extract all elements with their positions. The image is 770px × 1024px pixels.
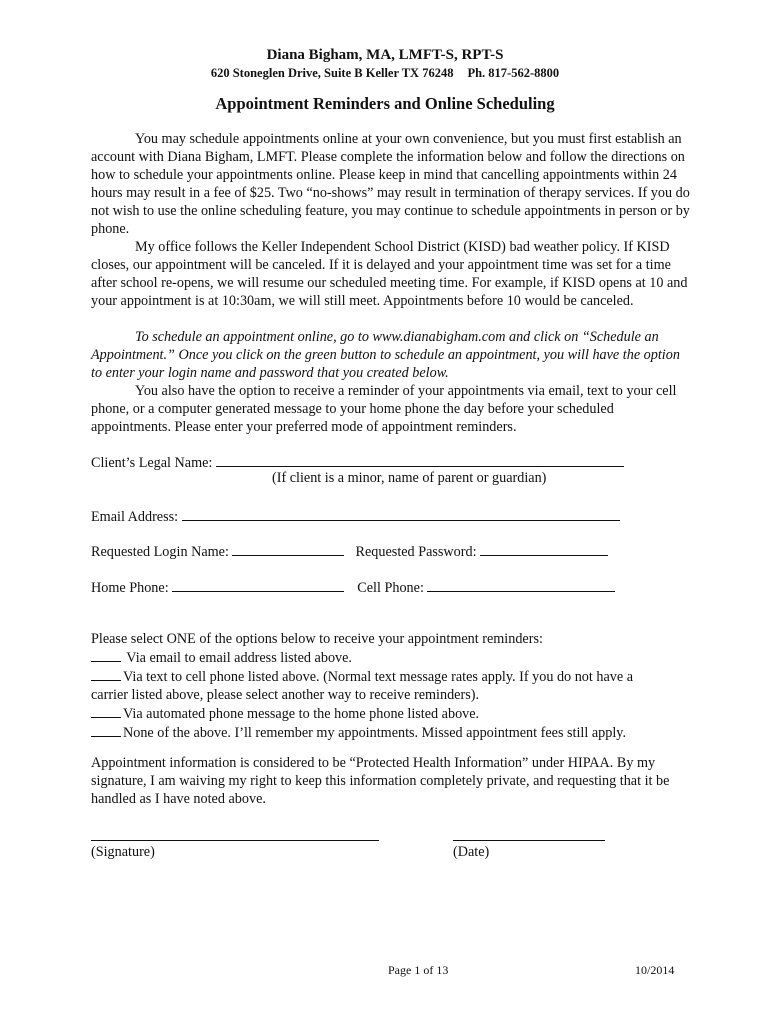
page-number: Page 1 of 13 [388, 963, 449, 977]
cell-phone-label: Cell Phone: [357, 580, 424, 596]
client-name-row [91, 452, 624, 472]
email-label: Email Address: [91, 509, 179, 525]
client-name-label: Client’s Legal Name: [91, 455, 213, 471]
client-name-field[interactable] [216, 452, 624, 467]
practitioner-name: Diana Bigham, MA, LMFT-S, RPT-S [266, 47, 504, 63]
client-name-note: (If client is a minor, name of parent or guardian) [272, 470, 547, 486]
phone-row [91, 577, 615, 597]
option-phone-label: Via automated phone message to the home phone listed above. [123, 706, 480, 722]
password-label: Requested Password: [355, 544, 477, 560]
option-none-label: None of the above. I’ll remember my appointments. Missed appointment fees still apply. [123, 725, 627, 741]
date-line[interactable] [453, 840, 605, 841]
practice-contact [0, 66, 770, 81]
option-none-checkbox[interactable] [91, 723, 121, 737]
paragraph-text: My office follows the Keller Independent School District (KISD) bad weather policy. If KISD closes, our appointment will be canceled. If it is delayed and your appointment time was set for a time after school re-opens, we will resume our scheduled meeting time. For example, if KISD opens at 10 and your appointment is at 10:30am, we will still meet. Appointments before 10 would be canceled. [91, 239, 688, 309]
paragraph-reminder-options [91, 382, 691, 436]
date-label: (Date) [453, 844, 490, 860]
option-text-continued: carrier listed above, please select another way to receive reminders). [91, 687, 479, 703]
option-email-label: Via email to email address listed above. [126, 650, 352, 666]
email-row [91, 506, 620, 526]
login-label: Requested Login Name: [91, 544, 229, 560]
signature-label: (Signature) [91, 844, 155, 860]
option-text [91, 667, 691, 686]
option-none [91, 723, 691, 742]
option-phone [91, 704, 691, 723]
login-row [91, 541, 608, 561]
paragraph-weather-policy [91, 238, 691, 310]
paragraph-schedule-instructions [91, 328, 691, 382]
paragraph-text: To schedule an appointment online, go to www.dianabigham.com and click on “Schedule an Appointment.” Once you click on the green button to schedule an appointment, you will have the option to enter your login name and password that you created below. [91, 329, 680, 381]
revision-date: 10/2014 [635, 963, 675, 977]
password-field[interactable] [480, 541, 608, 556]
practice-phone: Ph. 817-562-8800 [467, 66, 560, 80]
paragraph-online-scheduling [91, 130, 691, 238]
home-phone-label: Home Phone: [91, 580, 169, 596]
options-intro: Please select ONE of the options below to receive your appointment reminders: [91, 631, 543, 647]
option-phone-checkbox[interactable] [91, 704, 121, 718]
login-field[interactable] [232, 541, 344, 556]
home-phone-field[interactable] [172, 577, 344, 592]
email-field[interactable] [182, 506, 620, 521]
option-email [91, 648, 691, 667]
reminder-options [91, 630, 691, 742]
option-text-checkbox[interactable] [91, 667, 121, 681]
practice-address: 620 Stoneglen Drive, Suite B Keller TX 76248 [210, 66, 454, 80]
option-email-checkbox[interactable] [91, 648, 121, 662]
signature-line[interactable] [91, 840, 379, 841]
paragraph-text: You may schedule appointments online at your own convenience, but you must first establish an account with Diana Bigham, LMFT. Please complete the information below and follow the directions on how to schedule your appointments online. Please keep in mind that cancelling appointments within 24 hours may result in a fee of $25. Two “no-shows” may result in termination of therapy services. If you do not wish to use the online scheduling feature, you may continue to schedule appointments in person or by phone. [91, 131, 690, 237]
paragraph-text: You also have the option to receive a reminder of your appointments via email, text to your cell phone, or a computer generated message to your home phone the day before your scheduled appointments. Please enter your preferred mode of appointment reminders. [91, 383, 677, 435]
hipaa-statement: Appointment information is considered to be “Protected Health Information” under HIPAA. By my signature, I am waiving my right to keep this information completely private, and requesting that it be handled as I have noted above. [91, 755, 670, 807]
option-text-label: Via text to cell phone listed above. (Normal text message rates apply. If you do not have a [123, 669, 634, 685]
page-title: Appointment Reminders and Online Scheduling [215, 94, 555, 113]
cell-phone-field[interactable] [427, 577, 615, 592]
